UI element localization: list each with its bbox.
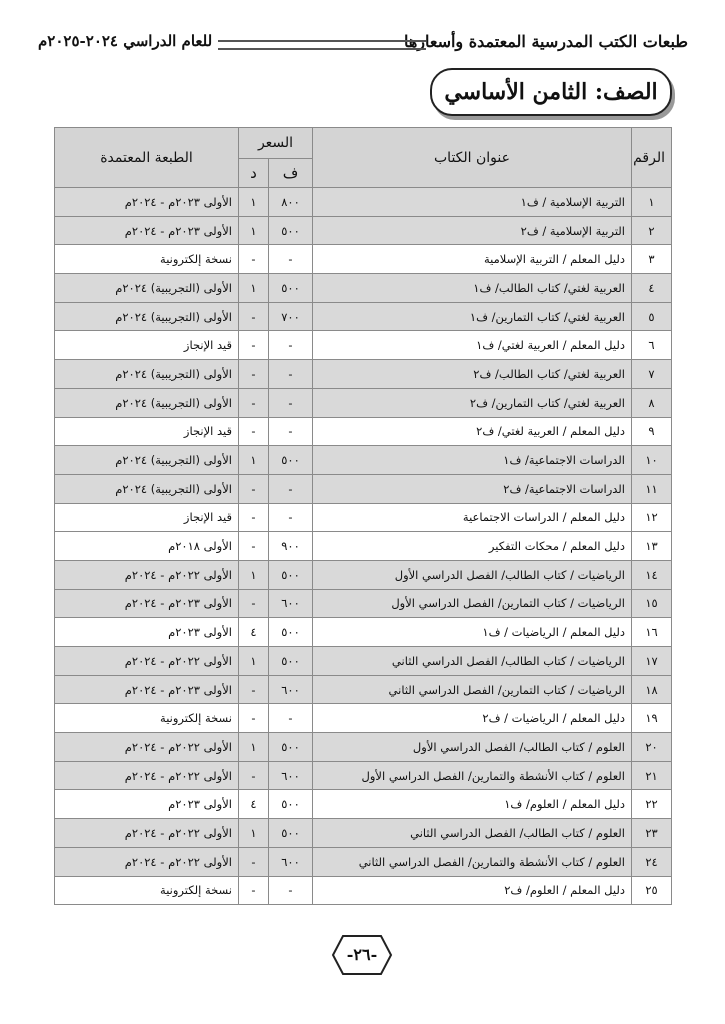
price-dinar-cell: ١ [239,446,269,475]
book-title-cell: دليل المعلم / محكات التفكير [313,532,632,561]
edition-cell: نسخة إلكترونية [55,876,239,905]
book-title-cell: العلوم / كتاب الأنشطة والتمارين/ الفصل الدراسي الثاني [313,847,632,876]
edition-cell: الأولى ٢٠٢٢م - ٢٠٢٤م [55,647,239,676]
table-row [55,446,672,475]
price-fils-cell: - [269,245,313,274]
book-title-cell: التربية الإسلامية / ف١ [313,188,632,217]
price-fils-cell: ٦٠٠ [269,675,313,704]
table-row [55,847,672,876]
price-fils-cell: - [269,388,313,417]
price-fils-cell: - [269,704,313,733]
price-fils-cell: ٦٠٠ [269,761,313,790]
row-number-cell: ٢ [632,216,672,245]
table-row [55,188,672,217]
book-title-cell: دليل المعلم / العربية لغتي/ ف٢ [313,417,632,446]
row-number-cell: ٨ [632,388,672,417]
edition-cell: الأولى (التجريبية) ٢٠٢٤م [55,388,239,417]
row-number-cell: ٦ [632,331,672,360]
table-row [55,675,672,704]
book-title-cell: العلوم / كتاب الطالب/ الفصل الدراسي الأول [313,733,632,762]
price-fils-cell: ٥٠٠ [269,216,313,245]
header-year: للعام الدراسي ٢٠٢٤-٢٠٢٥م [38,32,213,50]
price-fils-cell: ٩٠٠ [269,532,313,561]
row-number-cell: ٢٣ [632,819,672,848]
table-row [55,503,672,532]
price-fils-cell: ٨٠٠ [269,188,313,217]
table-row [55,331,672,360]
edition-cell: الأولى ٢٠٢٢م - ٢٠٢٤م [55,560,239,589]
book-title-cell: العربية لغتي/ كتاب الطالب/ ف٢ [313,360,632,389]
row-number-cell: ١٨ [632,675,672,704]
table-row [55,704,672,733]
price-dinar-cell: - [239,589,269,618]
table-row [55,819,672,848]
price-dinar-cell: ١ [239,647,269,676]
page-number-text: -٢٦- [346,945,378,964]
table-row [55,761,672,790]
price-fils-cell: - [269,474,313,503]
row-number-cell: ١٦ [632,618,672,647]
header-dinar: د [239,159,269,188]
price-dinar-cell: - [239,474,269,503]
book-title-cell: العلوم / كتاب الأنشطة والتمارين/ الفصل الدراسي الأول [313,761,632,790]
table-row [55,216,672,245]
edition-cell: الأولى ٢٠٢٣م [55,790,239,819]
table-row [55,532,672,561]
row-number-cell: ١٤ [632,560,672,589]
row-number-cell: ٣ [632,245,672,274]
price-fils-cell: ٦٠٠ [269,847,313,876]
header-num: الرقم [632,128,672,188]
price-fils-cell: - [269,503,313,532]
row-number-cell: ١٠ [632,446,672,475]
price-dinar-cell: - [239,704,269,733]
row-number-cell: ١٢ [632,503,672,532]
book-title-cell: الدراسات الاجتماعية/ ف٢ [313,474,632,503]
book-title-cell: دليل المعلم / الرياضيات / ف١ [313,618,632,647]
table-row [55,302,672,331]
table-row [55,274,672,303]
row-number-cell: ١ [632,188,672,217]
edition-cell: الأولى (التجريبية) ٢٠٢٤م [55,302,239,331]
table-row [55,647,672,676]
edition-cell: الأولى ٢٠٢٣م - ٢٠٢٤م [55,675,239,704]
row-number-cell: ٩ [632,417,672,446]
price-dinar-cell: ١ [239,819,269,848]
price-dinar-cell: - [239,388,269,417]
price-dinar-cell: - [239,245,269,274]
row-number-cell: ١١ [632,474,672,503]
row-number-cell: ١٥ [632,589,672,618]
price-dinar-cell: - [239,360,269,389]
row-number-cell: ٤ [632,274,672,303]
price-dinar-cell: - [239,761,269,790]
price-fils-cell: ٥٠٠ [269,647,313,676]
edition-cell: الأولى (التجريبية) ٢٠٢٤م [55,274,239,303]
edition-cell: الأولى ٢٠٢٢م - ٢٠٢٤م [55,733,239,762]
price-dinar-cell: ٤ [239,790,269,819]
book-title-cell: الرياضيات / كتاب التمارين/ الفصل الدراسي الثاني [313,675,632,704]
price-fils-cell: ٥٠٠ [269,446,313,475]
price-fils-cell: ٥٠٠ [269,560,313,589]
edition-cell: الأولى ٢٠٢٣م - ٢٠٢٤م [55,216,239,245]
price-fils-cell: ٥٠٠ [269,274,313,303]
price-dinar-cell: - [239,503,269,532]
edition-cell: الأولى (التجريبية) ٢٠٢٤م [55,446,239,475]
table-row [55,876,672,905]
header-fils: ف [269,159,313,188]
table-row [55,589,672,618]
book-title-cell: الرياضيات / كتاب التمارين/ الفصل الدراسي الأول [313,589,632,618]
table-row [55,560,672,589]
row-number-cell: ١٣ [632,532,672,561]
edition-cell: الأولى ٢٠٢٣م [55,618,239,647]
price-fils-cell: ٥٠٠ [269,790,313,819]
table-row [55,417,672,446]
book-title-cell: الدراسات الاجتماعية/ ف١ [313,446,632,475]
header-price: السعر [239,128,313,159]
header-divider [218,40,426,50]
price-dinar-cell: - [239,532,269,561]
table-row [55,474,672,503]
row-number-cell: ٢٥ [632,876,672,905]
header-title-col: عنوان الكتاب [313,128,632,188]
price-dinar-cell: ١ [239,274,269,303]
row-number-cell: ٢٤ [632,847,672,876]
row-number-cell: ٢١ [632,761,672,790]
books-table [54,127,672,905]
table-row [55,733,672,762]
book-title-cell: الرياضيات / كتاب الطالب/ الفصل الدراسي الأول [313,560,632,589]
price-dinar-cell: - [239,876,269,905]
edition-cell: قيد الإنجاز [55,331,239,360]
price-fils-cell: ٥٠٠ [269,618,313,647]
edition-cell: الأولى ٢٠٢٢م - ٢٠٢٤م [55,819,239,848]
book-title-cell: دليل المعلم / العلوم/ ف٢ [313,876,632,905]
price-fils-cell: - [269,360,313,389]
price-fils-cell: ٥٠٠ [269,733,313,762]
edition-cell: الأولى ٢٠٢٣م - ٢٠٢٤م [55,589,239,618]
edition-cell: الأولى (التجريبية) ٢٠٢٤م [55,360,239,389]
book-title-cell: العربية لغتي/ كتاب التمارين/ ف٢ [313,388,632,417]
price-dinar-cell: ١ [239,560,269,589]
price-fils-cell: ٥٠٠ [269,819,313,848]
grade-label: الصف: الثامن الأساسي [430,68,672,116]
header-edition: الطبعة المعتمدة [55,128,239,188]
edition-cell: قيد الإنجاز [55,503,239,532]
table-row [55,790,672,819]
book-title-cell: دليل المعلم / العربية لغتي/ ف١ [313,331,632,360]
price-fils-cell: ٦٠٠ [269,589,313,618]
row-number-cell: ١٧ [632,647,672,676]
price-dinar-cell: - [239,302,269,331]
book-title-cell: دليل المعلم / الرياضيات / ف٢ [313,704,632,733]
price-dinar-cell: - [239,675,269,704]
price-fils-cell: - [269,417,313,446]
price-dinar-cell: - [239,417,269,446]
book-title-cell: الرياضيات / كتاب الطالب/ الفصل الدراسي الثاني [313,647,632,676]
table-row [55,360,672,389]
book-title-cell: دليل المعلم / التربية الإسلامية [313,245,632,274]
price-fils-cell: - [269,876,313,905]
table-row [55,388,672,417]
edition-cell: الأولى ٢٠١٨م [55,532,239,561]
edition-cell: الأولى (التجريبية) ٢٠٢٤م [55,474,239,503]
header-title: طبعات الكتب المدرسية المعتمدة وأسعارها [403,32,688,51]
price-dinar-cell: - [239,331,269,360]
price-dinar-cell: ١ [239,216,269,245]
edition-cell: الأولى ٢٠٢٣م - ٢٠٢٤م [55,188,239,217]
table-row [55,245,672,274]
book-title-cell: دليل المعلم / الدراسات الاجتماعية [313,503,632,532]
edition-cell: الأولى ٢٠٢٢م - ٢٠٢٤م [55,761,239,790]
book-title-cell: دليل المعلم / العلوم/ ف١ [313,790,632,819]
book-title-cell: العلوم / كتاب الطالب/ الفصل الدراسي الثاني [313,819,632,848]
book-title-cell: التربية الإسلامية / ف٢ [313,216,632,245]
row-number-cell: ٢٢ [632,790,672,819]
page-header [38,30,688,60]
price-dinar-cell: - [239,847,269,876]
book-title-cell: العربية لغتي/ كتاب الطالب/ ف١ [313,274,632,303]
page-number [331,934,393,976]
edition-cell: نسخة إلكترونية [55,245,239,274]
row-number-cell: ١٩ [632,704,672,733]
price-fils-cell: ٧٠٠ [269,302,313,331]
price-fils-cell: - [269,331,313,360]
edition-cell: قيد الإنجاز [55,417,239,446]
row-number-cell: ٥ [632,302,672,331]
price-dinar-cell: ١ [239,733,269,762]
book-title-cell: العربية لغتي/ كتاب التمارين/ ف١ [313,302,632,331]
row-number-cell: ٧ [632,360,672,389]
edition-cell: نسخة إلكترونية [55,704,239,733]
price-dinar-cell: ١ [239,188,269,217]
edition-cell: الأولى ٢٠٢٢م - ٢٠٢٤م [55,847,239,876]
price-dinar-cell: ٤ [239,618,269,647]
row-number-cell: ٢٠ [632,733,672,762]
table-row [55,618,672,647]
